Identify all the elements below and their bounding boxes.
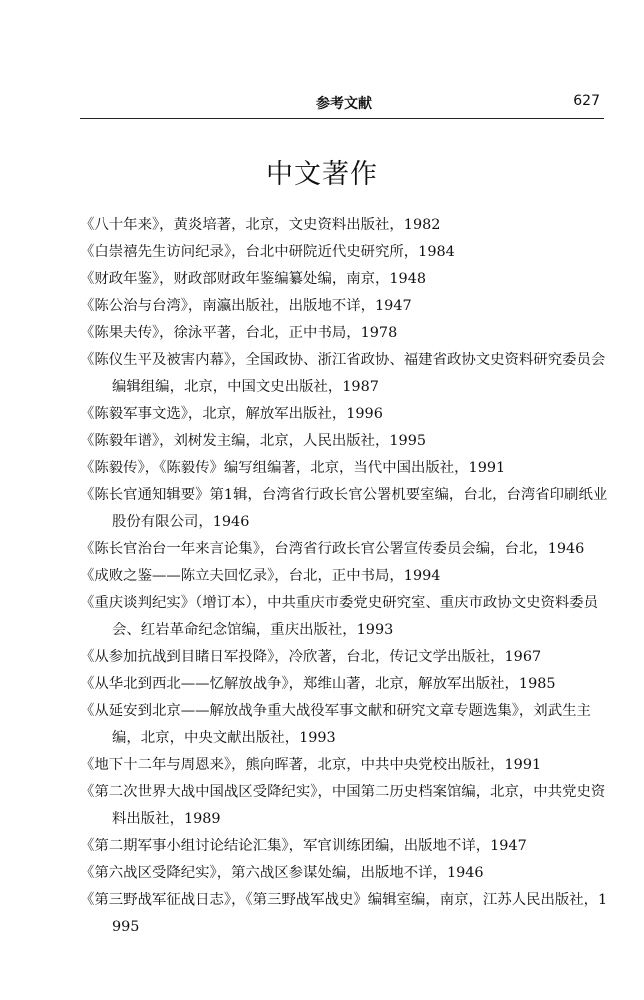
- reference-entry: 《重庆谈判纪实》（增订本），中共重庆市委党史研究室、重庆市政协文史资料委员会、红岩革命纪念馆编，重庆出版社，1993: [80, 595, 599, 638]
- reference-entry: 《第六战区受降纪实》，第六战区参谋处编，出版地不详，1946: [80, 865, 484, 881]
- reference-entry: 《陈公治与台湾》，南瀛出版社，出版地不详，1947: [80, 298, 412, 314]
- running-header: [80, 88, 604, 119]
- page-number: 627: [573, 93, 600, 109]
- reference-entry: 《白崇禧先生访问纪录》，台北中研院近代史研究所，1984: [80, 244, 455, 260]
- reference-entry: 《地下十二年与周恩来》，熊向晖著，北京，中共中央党校出版社，1991: [80, 757, 542, 773]
- reference-entry: 《从参加抗战到目睹日军投降》，冷欣著，台北，传记文学出版社，1967: [80, 649, 542, 665]
- reference-entry: 《从华北到西北——忆解放战争》，郑维山著，北京，解放军出版社，1985: [80, 676, 556, 692]
- reference-entry: 《第二次世界大战中国战区受降纪实》，中国第二历史档案馆编，北京，中共党史资料出版社，1989: [80, 784, 606, 827]
- reference-entry: 《陈毅年谱》，刘树发主编，北京，人民出版社，1995: [80, 433, 427, 449]
- header-title: 参考文献: [316, 96, 372, 112]
- reference-entry: 《第二期军事小组讨论结论汇集》，军官训练团编，出版地不详，1947: [80, 838, 527, 854]
- reference-list: [80, 212, 610, 941]
- reference-entry: 《八十年来》，黄炎培著，北京，文史资料出版社，1982: [80, 217, 441, 233]
- reference-entry: 《第三野战军征战日志》，《第三野战军战史》编辑室编，南京，江苏人民出版社，1995: [80, 892, 608, 935]
- section-title: 中文著作: [266, 159, 378, 190]
- reference-entry: 《陈长官通知辑要》第1辑，台湾省行政长官公署机要室编，台北，台湾省印刷纸业股份有限公司，1946: [80, 487, 608, 530]
- reference-entry: 《财政年鉴》，财政部财政年鉴编纂处编，南京，1948: [80, 271, 427, 287]
- reference-entry: 《陈果夫传》，徐泳平著，台北，正中书局，1978: [80, 325, 398, 341]
- reference-entry: 《陈长官治台一年来言论集》，台湾省行政长官公署宣传委员会编，台北，1946: [80, 541, 585, 557]
- reference-entry: 《成败之鉴——陈立夫回忆录》，台北，正中书局，1994: [80, 568, 441, 584]
- reference-entry: 《从延安到北京——解放战争重大战役军事文献和研究文章专题选集》，刘武生主编，北京，中央文献出版社，1993: [80, 703, 591, 746]
- reference-entry: 《陈毅军事文选》，北京，解放军出版社，1996: [80, 406, 383, 422]
- reference-entry: 《陈毅传》，《陈毅传》编写组编著，北京，当代中国出版社，1991: [80, 460, 506, 476]
- reference-entry: 《陈仪生平及被害内幕》，全国政协、浙江省政协、福建省政协文史资料研究委员会编辑组编，北京，中国文史出版社，1987: [80, 352, 606, 395]
